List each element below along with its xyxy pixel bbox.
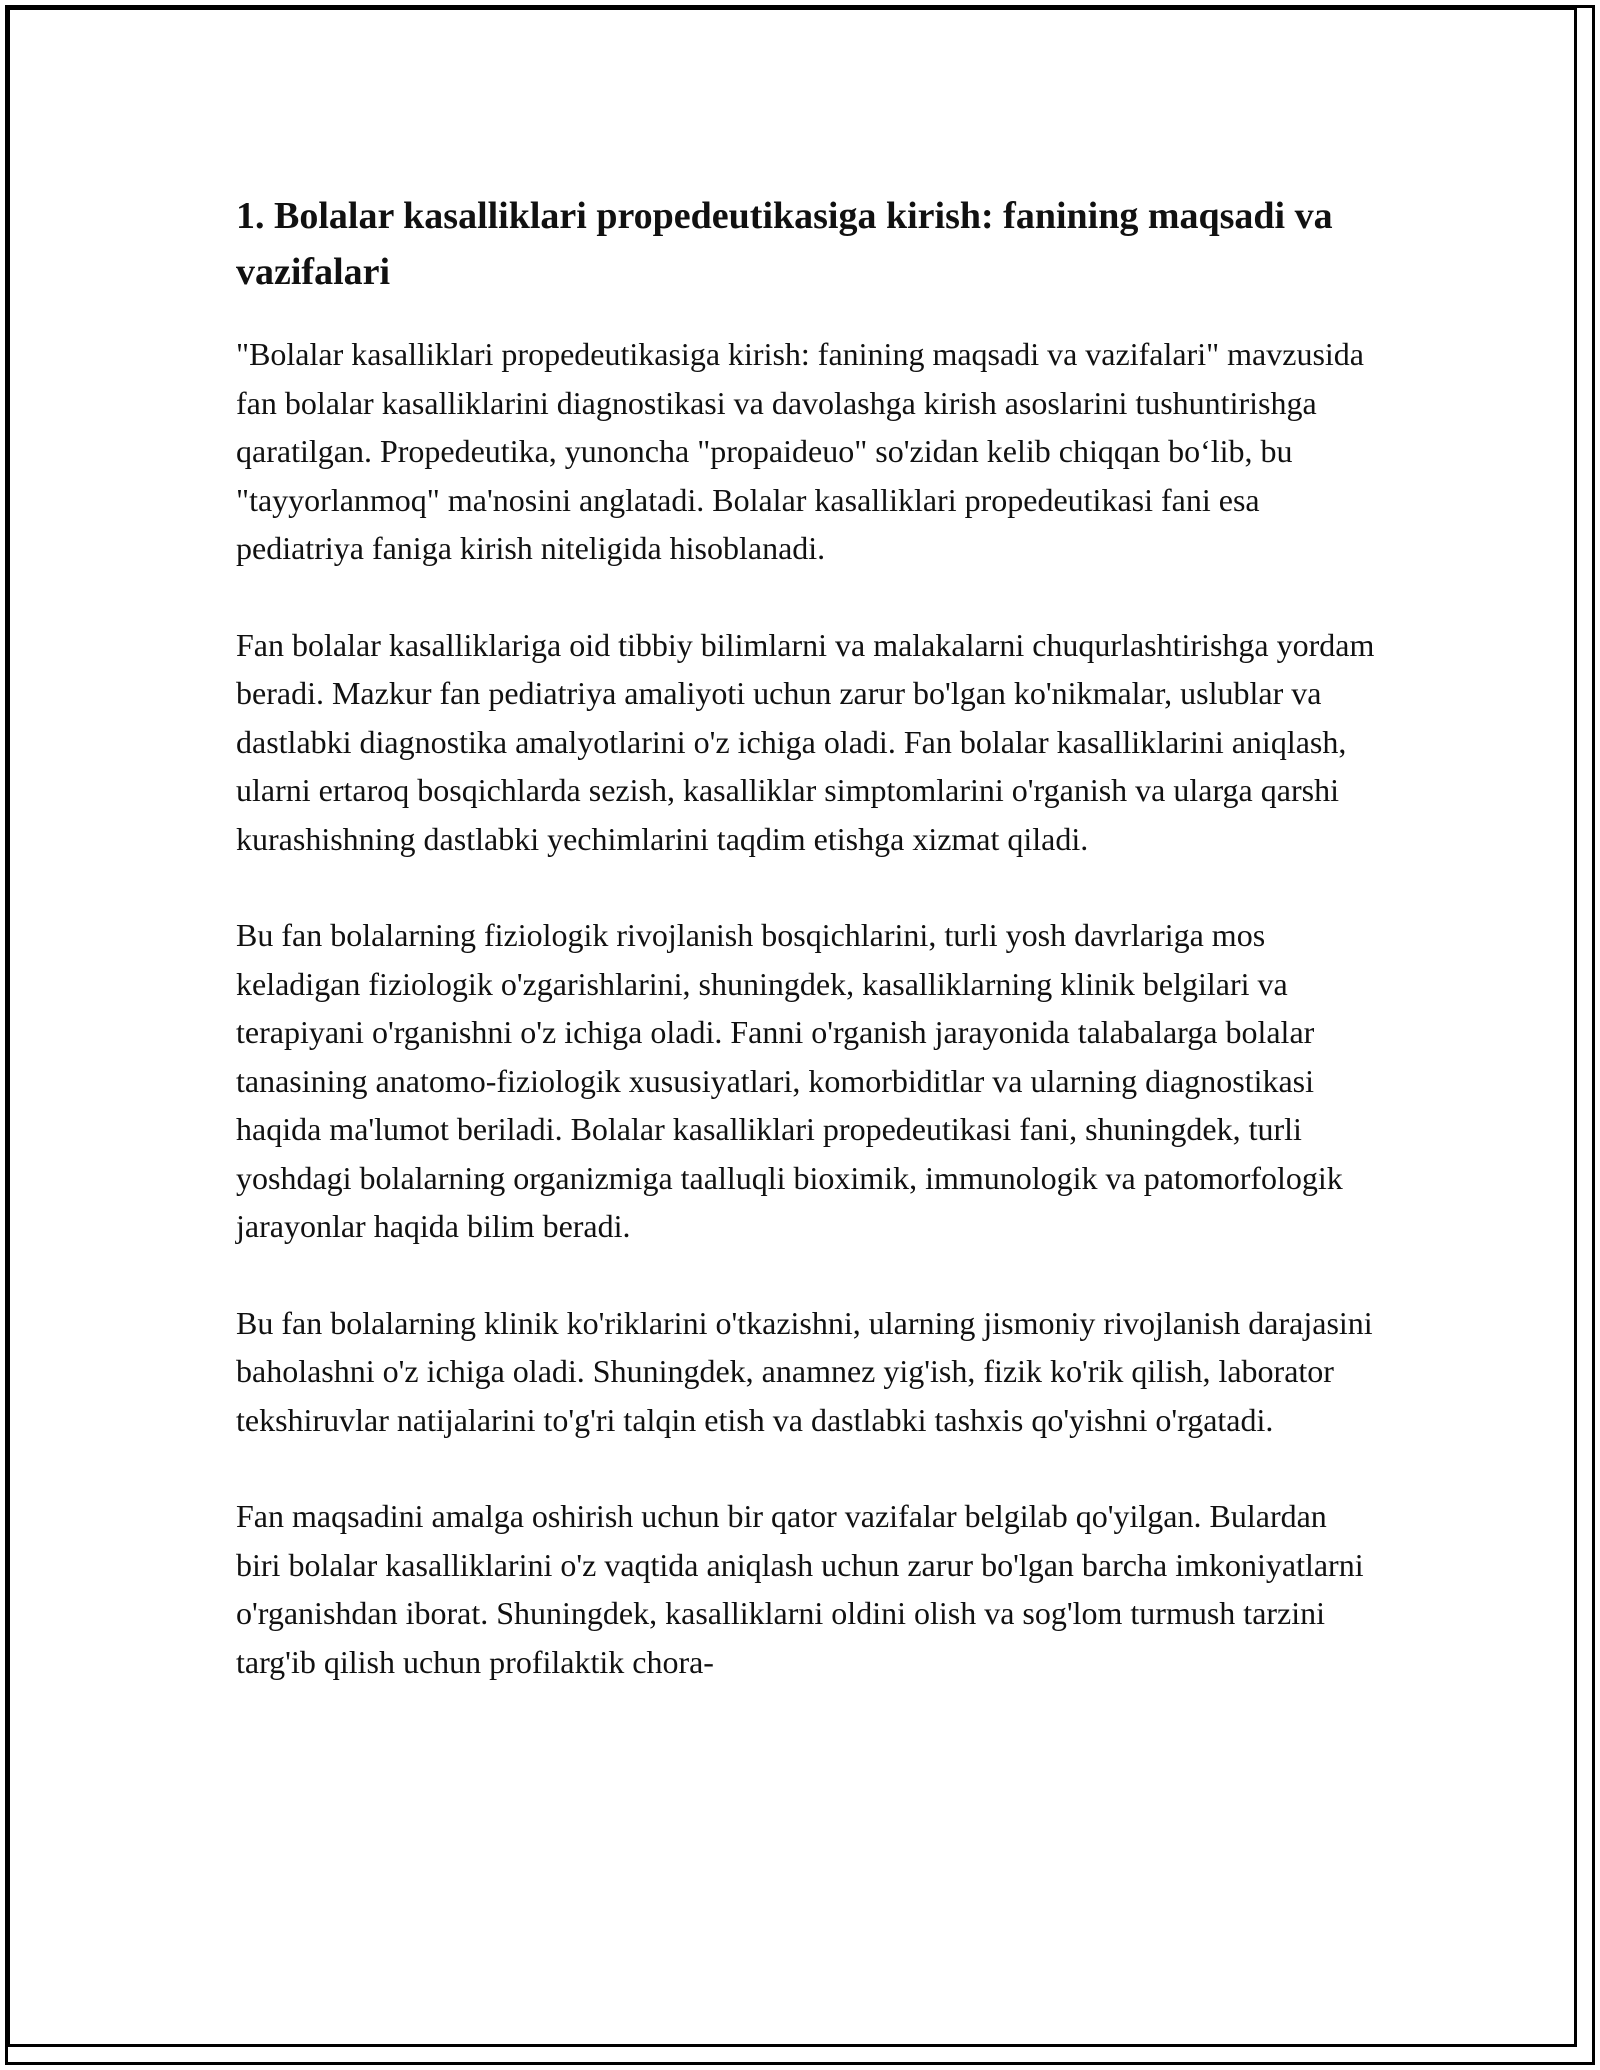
section-title: 1. Bolalar kasalliklari propedeutikasiga kirish: fanining maqsadi va vazifalari (236, 195, 1333, 293)
paragraph-knowledge: Fan bolalar kasalliklariga oid tibbiy bilimlarni va malakalarni chuqurlashtirishga yordam beradi. Mazkur fan pediatriya amaliyoti uchun zarur bo'lgan ko'nikmalar, uslublar va dastlabki diagnostika amalyotlarini o'z ichiga oladi. Fan bolalar kasalliklarini aniqlash, ularni ertaroq bosqichlarda sezish, kasalliklar simptomlarini o'rganish va ularga qarshi kurashishning dastlabki yechimlarini taqdim etishga xizmat qiladi. (236, 626, 1375, 857)
paragraph-intro: "Bolalar kasalliklari propedeutikasiga kirish: fanining maqsadi va vazifalari" mavzusida fan bolalar kasalliklarini diagnostikasi va davolashga kirish asoslarini tushuntirishga qaratilgan. Propedeutika, yunoncha "propaideuo" so'zidan kelib chiqqan bo‘lib, bu "tayyorlanmoq" ma'nosini anglatadi. Bolalar kasalliklari propedeutikasi fani esa pediatriya faniga kirish niteligida hisoblanadi. (236, 336, 1364, 566)
paragraph-examination: Bu fan bolalarning klinik ko'riklarini o'tkazishni, ularning jismoniy rivojlanish darajasini baholashni o'z ichiga oladi. Shuningdek, anamnez yig'ish, fizik ko'rik qilish, laborator tekshiruvlar natijalarini to'g'ri talqin etish va dastlabki tashxis qo'yishni o'rgatadi. (236, 1304, 1373, 1438)
paragraph-tasks: Fan maqsadini amalga oshirish uchun bir qator vazifalar belgilab qo'yilgan. Bulardan biri bolalar kasalliklarini o'z vaqtida aniqlash uchun zarur bo'lgan barcha imkoniyatlarni o'rganishdan iborat. Shuningdek, kasalliklarni oldini olish va sog'lom turmush tarzini targ'ib qilish uchun profilaktik chora- (236, 1498, 1364, 1680)
document-body (236, 188, 1376, 1734)
paragraph-development: Bu fan bolalarning fiziologik rivojlanish bosqichlarini, turli yosh davrlariga mos keladigan fiziologik o'zgarishlarini, shuningdek, kasalliklarning klinik belgilari va terapiyani o'rganishni o'z ichiga oladi. Fanni o'rganish jarayonida talabalarga bolalar tanasining anatomo-fiziologik xususiyatlari, komorbiditlar va ularning diagnostikasi haqida ma'lumot beriladi. Bolalar kasalliklari propedeutikasi fani, shuningdek, turli yoshdagi bolalarning organizmiga taalluqli bioximik, immunologik va patomorfologik jarayonlar haqida bilim beradi. (236, 917, 1343, 1244)
